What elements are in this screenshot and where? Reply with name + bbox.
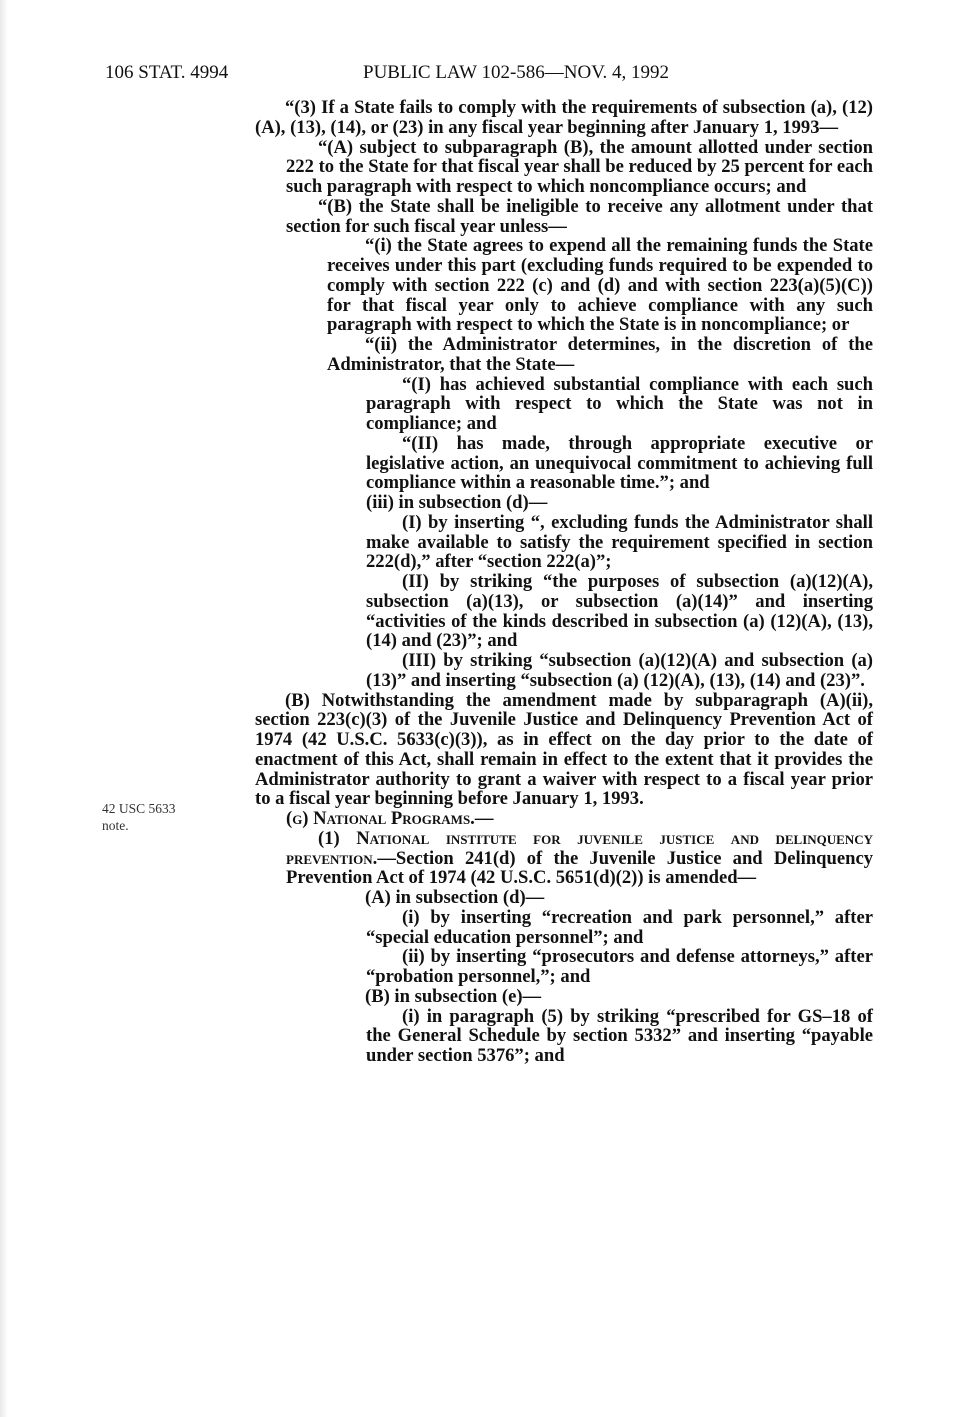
margin-note-citation: 42 USC 5633	[102, 801, 176, 816]
subparagraph-B: “(B) the State shall be ineligible to receive any allotment under that section for such fiscal year unless—	[286, 195, 873, 237]
statute-page-number: 106 STAT. 4994	[105, 62, 229, 83]
law-title: PUBLIC LAW 102-586—NOV. 4, 1992	[363, 62, 670, 83]
clause-i-recreation: (i) by inserting “recreation and park personnel,” after “special education personnel”; and	[366, 906, 873, 948]
amendment-III: (III) by striking “subsection (a)(12)(A) and subsection (a)(13)” and inserting “subsection (a) (12)(A), (13), (14) and (23)”.	[366, 650, 873, 691]
subparagraph-A: “(A) subject to subparagraph (B), the amount allotted under section 222 to the State for that fiscal year shall be reduced by 25 percent for each such paragraph with respect to which noncompliance occurs; and	[286, 136, 873, 197]
subsection-g-heading	[255, 809, 873, 829]
law-body-text	[255, 98, 873, 1066]
paragraph-1-text: —Section 241(d) of the Juvenile Justice and Delinquency Prevention Act of 1974 (42 U.S.C. 5651(d)(2)) is amended—	[286, 847, 873, 889]
clause-iii: (iii) in subsection (d)—	[366, 492, 548, 513]
amendment-II: (II) by striking “the purposes of subsection (a)(12)(A), subsection (a)(13), or subsection (a)(14)” and inserting “activities of the kinds described in subsection (a) (12)(A), (13), (14) and (23)”; and	[366, 571, 873, 652]
subparagraph-B-subsection-e: (B) in subsection (e)—	[365, 985, 542, 1007]
subsection-g-label: (g) National Programs.—	[286, 808, 494, 829]
subclause-II: “(II) has made, through appropriate executive or legislative action, an unequivocal commitment to achieving full compliance within a reasonable time.”; and	[366, 432, 873, 494]
clause-i: “(i) the State agrees to expend all the remaining funds the State receives under this part (excluding funds required to be expended to comply with section 222 (c) and (d) and with section 223(a)(5)(C)) for that fiscal year only to achieve compliance with any such paragraph with respect to which the State is in noncompliance; or	[327, 235, 873, 336]
page-header	[105, 62, 893, 88]
subparagraph-A-subsection-d: (A) in subsection (d)—	[365, 887, 545, 908]
margin-note-suffix: note.	[102, 818, 129, 833]
subclause-I: “(I) has achieved substantial compliance with each such paragraph with respect to which the State was not in compliance; and	[366, 373, 873, 434]
paragraph-1-national-institute	[255, 829, 873, 888]
paragraph-B-notwithstanding: (B) Notwithstanding the amendment made by subparagraph (A)(ii), section 223(c)(3) of the Juvenile Justice and Delinquency Prevention Act of 1974 (42 U.S.C. 5633(c)(3)), as in effect on the day prior to the date of enactment of this Act, shall remain in effect to the extent that it provides the Administrator authority to grant a waiver with respect to a fiscal year prior to a fiscal year beginning before January 1, 1993.	[255, 689, 873, 810]
clause-ii-prosecutors: (ii) by inserting “prosecutors and defense attorneys,” after “probation personnel,”; and	[366, 946, 873, 987]
clause-i-paragraph-5: (i) in paragraph (5) by striking “prescribed for GS–18 of the General Schedule by section 5332” and inserting “payable under section 5376”; and	[366, 1005, 873, 1066]
paragraph-3: “(3) If a State fails to comply with the requirements of subsection (a), (12)(A), (13), (14), or (23) in any fiscal year beginning after January 1, 1993—	[255, 97, 873, 138]
amendment-I: (I) by inserting “, excluding funds the Administrator shall make available to satisfy the requirement specified in section 222(d),” after “section 222(a)”;	[366, 511, 873, 573]
paragraph-1-heading: (1) National institute for juvenile justice and delinquency prevention.	[286, 827, 873, 869]
scan-edge-shadow	[0, 0, 8, 1417]
margin-note	[102, 800, 176, 834]
clause-ii: “(ii) the Administrator determines, in the discretion of the Administrator, that the State—	[327, 334, 873, 375]
